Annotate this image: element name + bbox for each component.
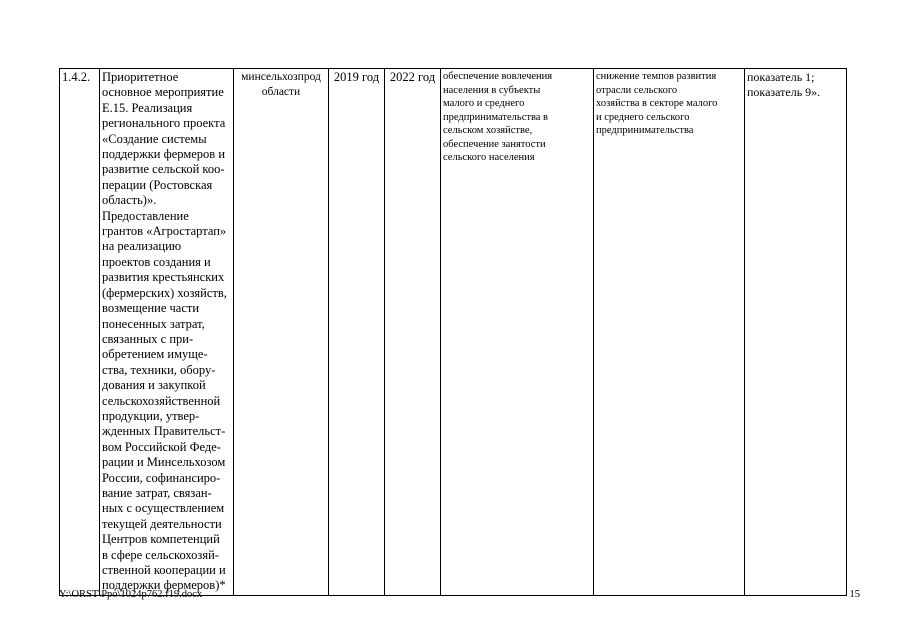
text-line: хозяйства в секторе малого [596,98,718,109]
text-line: текущей деятельности [102,516,222,531]
text-line: развитие сельской коо- [102,162,225,177]
text-line: «Создание системы [102,131,207,146]
text-line: вание затрат, связан- [102,485,212,500]
text-line: предпринимательства в [443,111,549,123]
text-line: вом Российской Феде- [102,439,221,454]
text-line: ства, техники, обору- [102,362,216,377]
footer-file-path: Y:\ORST\Ppo\1024p762.f19.docx [59,589,203,600]
text-line: ных с осуществлением [102,501,225,516]
text-line: проектов создания и [102,254,211,269]
executor-cell [234,69,329,596]
non-implementation-consequence [596,70,742,138]
text-line: рации и Минсельхозом [102,455,226,470]
text-line: России, софинансиро- [102,470,221,485]
text-line: ственной кооперации и [102,563,226,577]
end-year-cell [385,69,441,596]
text-line: обеспечение занятости [443,138,546,150]
start-year: 2019 год [333,70,380,84]
executor-name [236,70,326,101]
text-line: и среднего сельского [596,111,690,123]
text-line: связанных с при- [102,331,194,346]
activity-name [102,70,231,594]
text-line: обеспечение вовлечения [443,71,553,82]
text-line: понесенных затрат, [102,316,205,331]
text-line: жденных Правительст- [102,424,226,439]
text-line: Е.15. Реализация [102,100,193,115]
text-line: грантов «Агростартап» [102,224,227,239]
text-line: поддержки фермеров)* [102,578,226,593]
indicator-cell [745,69,847,596]
text-line: развития крестьянских [102,270,225,285]
table-row [60,69,847,596]
text-line: отрасли сельского [596,84,678,96]
text-line: Центров компетенций [102,532,220,547]
text-line: дования и закупкой [102,378,206,393]
text-line: регионального проекта [102,116,226,131]
end-year: 2022 год [389,70,436,84]
text-line: Приоритетное [102,70,179,84]
text-line: области [261,86,301,99]
text-line: перации (Ростовская [102,177,213,192]
text-line: сельскохозяйственной [102,393,221,408]
indicator-link [747,70,844,101]
text-line: снижение темпов развития [596,71,717,82]
program-table [59,68,847,596]
text-line: предпринимательства [596,125,694,136]
text-line: в сфере сельскохозяй- [102,547,219,562]
page-number: 15 [849,589,860,600]
consequence-cell [594,69,745,596]
text-line: сельского населения [443,152,535,163]
text-line: минсельхозпрод [241,71,321,83]
text-line: основное мероприятие [102,85,224,100]
text-line: сельском хозяйстве, [443,125,533,136]
text-line: область)». [102,193,157,208]
text-line: показатель 1; [747,70,815,84]
text-line: Предоставление [102,208,189,223]
text-line: на реализацию [102,239,182,254]
text-line: продукции, утвер- [102,408,200,423]
text-line: возмещение части [102,301,200,316]
expected-result-cell [441,69,594,596]
activity-name-cell [100,69,234,596]
row-number-cell [60,69,100,596]
expected-result [443,70,591,165]
row-number: 1.4.2. [62,70,91,84]
text-line: показатель 9». [747,85,821,100]
text-line: обретением имуще- [102,347,208,362]
text-line: (фермерских) хозяйств, [102,285,227,300]
text-line: малого и среднего [443,98,525,109]
text-line: населения в субъекты [443,84,541,96]
start-year-cell [329,69,385,596]
text-line: поддержки фермеров и [102,147,226,162]
